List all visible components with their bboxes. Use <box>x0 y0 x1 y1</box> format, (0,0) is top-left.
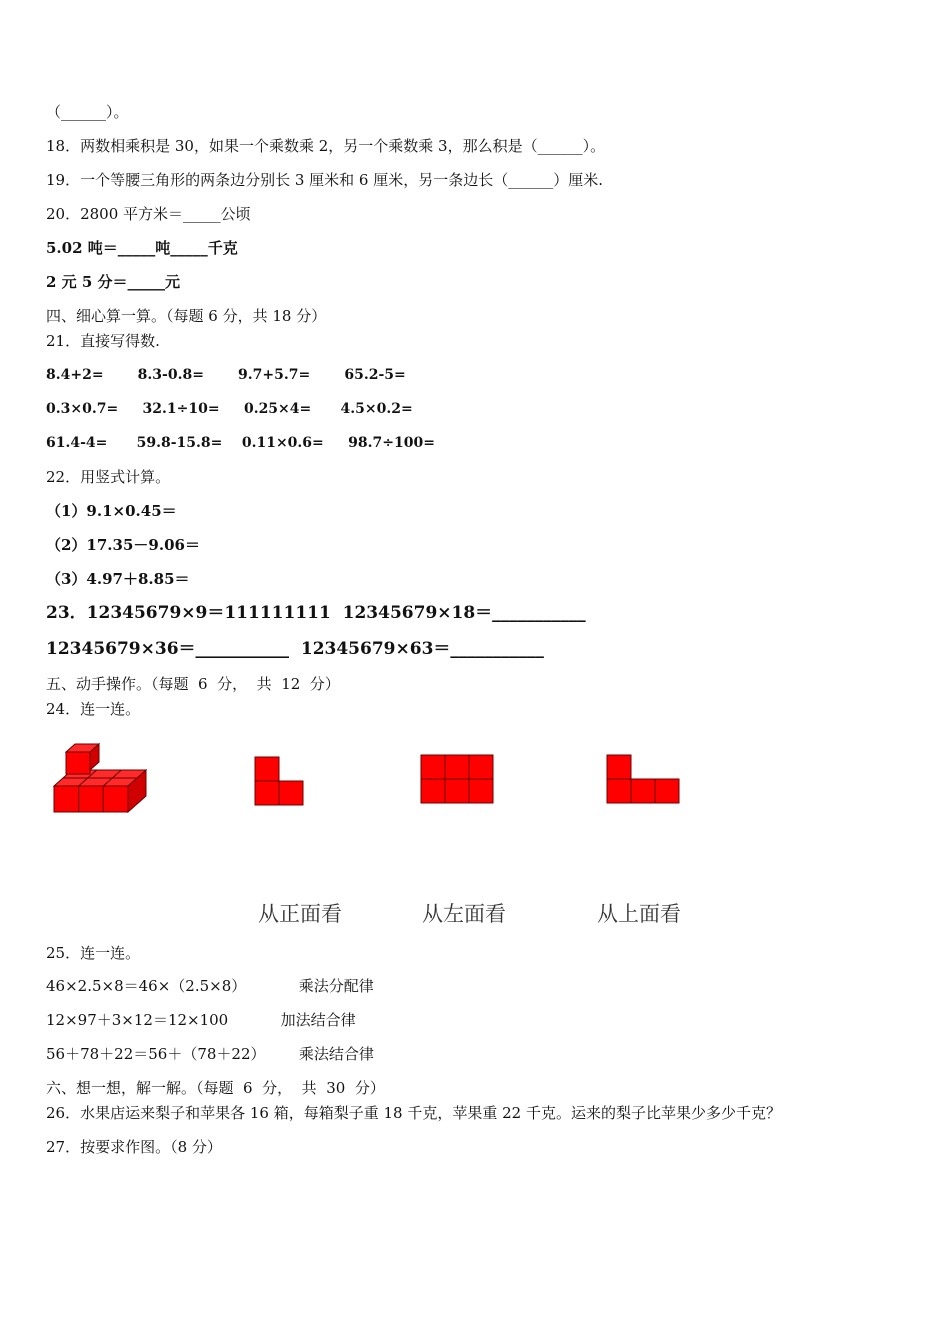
view-shape-rectangle <box>420 754 496 806</box>
question-21: 21．直接写得数. <box>46 332 160 350</box>
answer-blank-line: （______）。 <box>46 103 129 121</box>
question-18: 18．两数相乘积是 30，如果一个乘数乘 2，另一个乘数乘 3，那么积是（______）。 <box>46 137 606 155</box>
caption-left-view: 从左面看 <box>422 902 506 926</box>
question-22-part-1: （1）9.1×0.45＝ <box>46 502 177 520</box>
question-22: 22．用竖式计算。 <box>46 468 171 486</box>
section-4-heading: 四、细心算一算。（每题 6 分，共 18 分） <box>46 307 327 325</box>
view-shape-l-small <box>254 756 306 808</box>
question-20-weight: 5.02 吨＝_____吨_____千克 <box>46 239 238 257</box>
cube-stack-figure <box>50 740 154 818</box>
question-22-part-3: （3）4.97＋8.85＝ <box>46 570 190 588</box>
question-21-row-2: 0.3×0.7= 32.1÷10= 0.25×4= 4.5×0.2= <box>46 401 413 417</box>
question-19: 19．一个等腰三角形的两条边分别长 3 厘米和 6 厘米，另一条边长（______）厘米. <box>46 171 604 189</box>
question-22-part-2: （2）17.35－9.06＝ <box>46 536 200 554</box>
section-5-heading: 五、动手操作。（每题 6 分， 共 12 分） <box>46 675 340 693</box>
question-25: 25．连一连。 <box>46 944 141 962</box>
view-shape-l-wide <box>606 754 682 806</box>
question-21-row-1: 8.4+2= 8.3-0.8= 9.7+5.7= 65.2-5= <box>46 367 406 383</box>
question-26: 26．水果店运来梨子和苹果各 16 箱，每箱梨子重 18 千克，苹果重 22 千克。运来的梨子比苹果少多少千克？ <box>46 1104 781 1122</box>
question-20-money: 2 元 5 分＝_____元 <box>46 273 181 291</box>
section-6-heading: 六、想一想，解一解。（每题 6 分， 共 30 分） <box>46 1079 385 1097</box>
caption-front-view: 从正面看 <box>258 902 342 926</box>
question-25-row-1: 46×2.5×8＝46×（2.5×8） 乘法分配律 <box>46 977 374 995</box>
question-23-row-2: 12345679×36＝___________ 12345679×63＝___________ <box>46 639 544 659</box>
question-25-row-2: 12×97＋3×12＝12×100 加法结合律 <box>46 1011 356 1029</box>
question-20-area: 20．2800 平方米＝_____公顷 <box>46 205 251 223</box>
question-21-row-3: 61.4-4= 59.8-15.8= 0.11×0.6= 98.7÷100= <box>46 435 435 451</box>
question-24: 24．连一连。 <box>46 700 141 718</box>
question-23-row-1: 23．12345679×9＝111111111 12345679×18＝___________ <box>46 603 586 623</box>
question-27: 27．按要求作图。（8 分） <box>46 1138 222 1156</box>
caption-top-view: 从上面看 <box>597 902 681 926</box>
question-25-row-3: 56＋78＋22＝56＋（78＋22） 乘法结合律 <box>46 1045 374 1063</box>
